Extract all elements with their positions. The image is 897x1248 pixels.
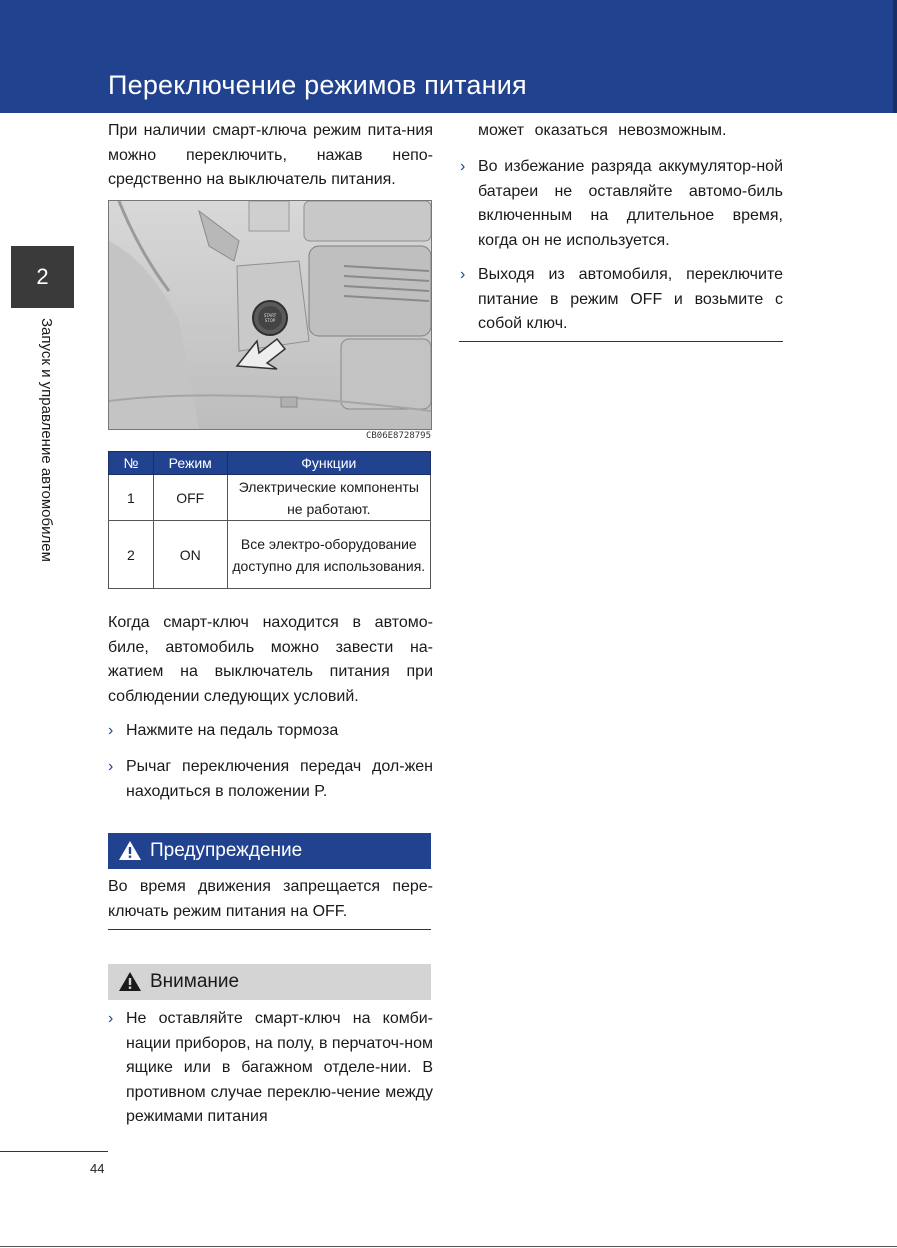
divider [459,341,783,342]
intro-paragraph: При наличии смарт-ключа режим пита-ния можно переключить, нажав непо-средственно на выключатель питания. [108,122,433,188]
svg-text:STOP: STOP [264,318,276,323]
chevron-right-icon: › [460,158,466,175]
caution-header [108,964,431,1000]
row-function: Все электро-оборудование доступно для использования. [227,521,430,589]
list-item-text: Во избежание разряда аккумулятор-ной батареи не оставляйте автомо-биль включенным на длительное время, когда он не используется. [478,158,783,249]
caution-title: Внимание [150,971,240,992]
warning-triangle-icon [118,971,142,992]
chevron-right-icon: › [108,758,114,775]
col-header-function: Функции [227,452,430,475]
table-row [109,475,431,521]
list-item [460,263,783,337]
row-function: Электрические компоненты не работают. [227,475,430,521]
list-item [460,155,783,253]
table-header-row [109,452,431,475]
photo-code: CB06E8728795 [365,431,431,441]
page-bottom-edge [0,1246,897,1247]
page-header [0,0,897,113]
col-header-mode: Режим [153,452,227,475]
warning-header [108,833,431,869]
list-item [108,1007,434,1130]
warning-title: Предупреждение [150,840,303,861]
dashboard-illustration [109,201,431,429]
list-item-text: Выходя из автомобиля, переключите питание в режим OFF и возьмите с собой ключ. [478,266,783,332]
list-item-text: Не оставляйте смарт-ключ на комби-нации приборов, на полу, в перчаточ-ном ящике или в багажном отделе-нии. В противном случае переклю-чение между режимами питания [126,1010,434,1125]
row-mode: ON [153,521,227,589]
start-stop-button-photo [108,200,432,430]
warning-text: Во время движения запрещается пере-ключать режим питания на OFF. [108,878,433,920]
continuation-text: может оказаться невозможным. [478,122,727,139]
warning-triangle-icon [118,840,142,861]
chapter-number-tab: 2 [11,246,74,308]
page-number: 44 [90,1161,105,1176]
start-conditions-paragraph: Когда смарт-ключ находится в автомо-биле, автомобиль можно завести на-жатием на выключатель питания при соблюдении следующих условий. [108,614,433,705]
chevron-right-icon: › [108,1010,114,1027]
divider [108,929,431,930]
row-number: 2 [109,521,154,589]
chevron-right-icon: › [460,266,466,283]
list-item-text: Нажмите на педаль тормоза [126,722,339,739]
col-header-number: № [109,452,154,475]
svg-text:START: START [263,313,277,318]
power-modes-table [108,451,431,589]
row-mode: OFF [153,475,227,521]
list-item [108,719,433,744]
footer-rule [0,1151,108,1152]
row-number: 1 [109,475,154,521]
chevron-right-icon: › [108,722,114,739]
list-item-text: Рычаг переключения передач дол-жен находиться в положении P. [126,758,433,800]
page-title: Переключение режимов питания [108,70,527,100]
table-row [109,521,431,589]
chapter-title-vertical: Запуск и управление автомобилем [38,318,55,562]
list-item [108,755,433,804]
